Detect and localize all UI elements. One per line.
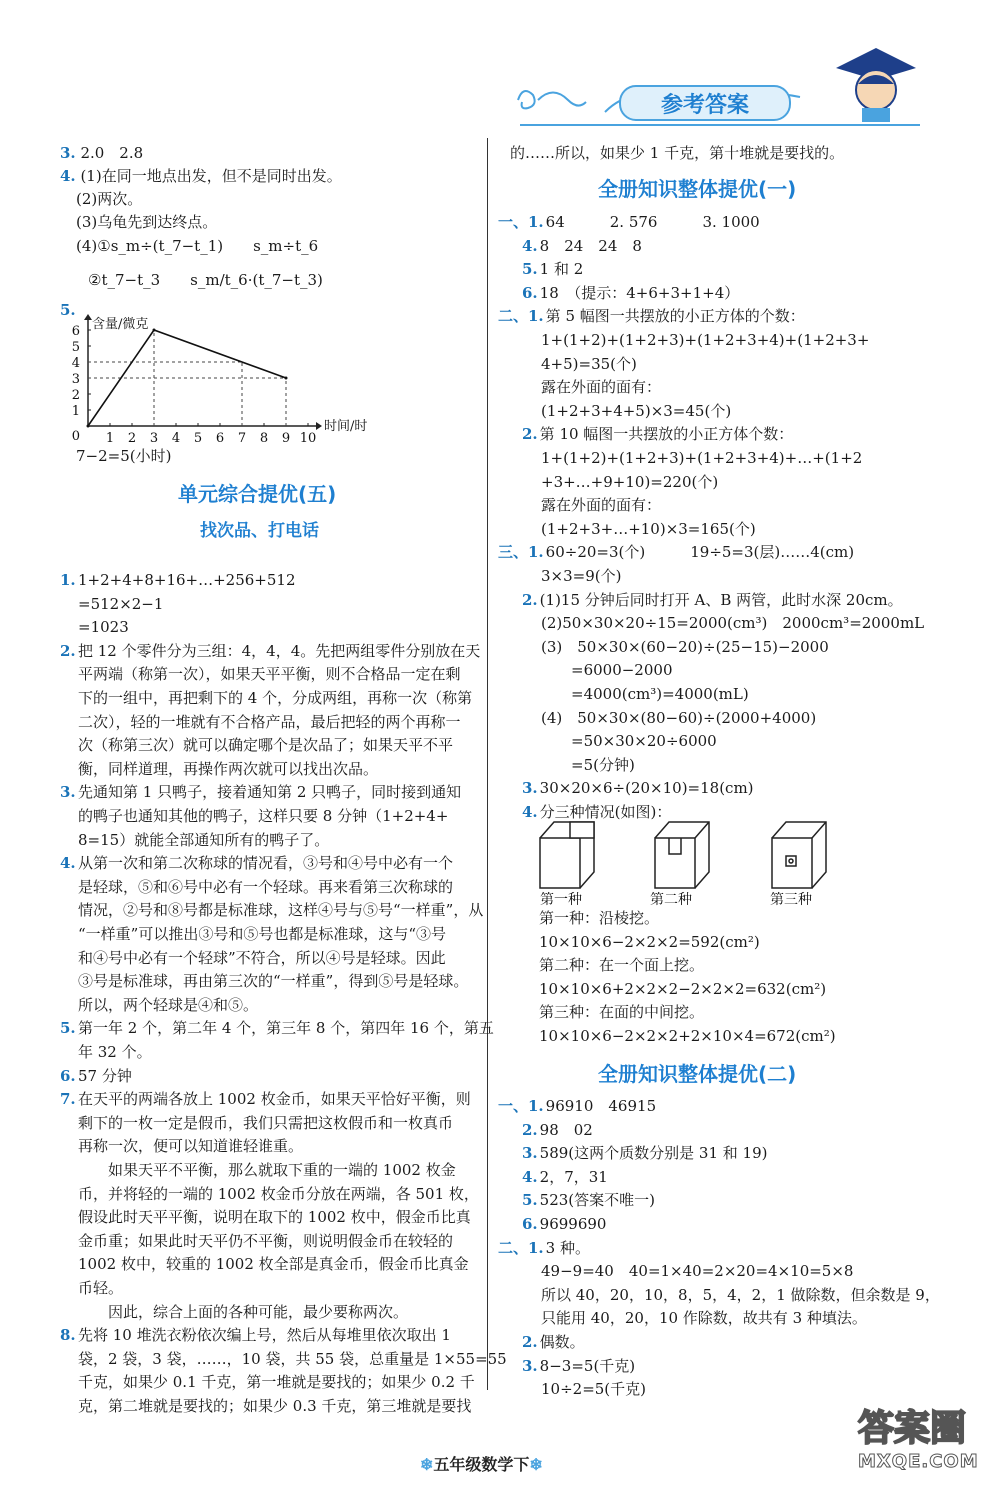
answer-line	[60, 1113, 453, 1133]
answer-text: =6000−2000	[541, 661, 673, 680]
cube-2	[655, 822, 709, 888]
y-tick-label: 4	[71, 356, 80, 371]
y-axis-label: 含量/微克	[92, 317, 149, 332]
answer-line	[60, 759, 378, 779]
answer-line	[522, 519, 756, 539]
answer-text: 57 分钟	[78, 1066, 132, 1085]
answer-line	[498, 306, 805, 326]
answer-number: 4.	[60, 854, 76, 873]
answer-4-2: (2)两次。	[76, 190, 143, 208]
answer-line	[60, 1136, 303, 1156]
answer-line	[522, 1120, 593, 1140]
answer-number: 一、1.	[498, 213, 544, 231]
answer-text: 币，并将轻的一端的 1002 枚金币分放在两端，各 501 枚，	[78, 1184, 479, 1203]
answer-number: 3.	[60, 783, 76, 802]
answer-line	[522, 236, 642, 256]
answer-line	[60, 1018, 494, 1038]
answer-line	[522, 1214, 606, 1234]
answer-text: 是轻球，⑤和⑥号中必有一个轻球。再来看第三次称球的	[78, 877, 454, 896]
answer-line	[522, 1332, 585, 1352]
answer-text: 2，7，31	[539, 1167, 608, 1186]
y-tick-label: 3	[71, 372, 80, 387]
answer-line	[522, 613, 924, 633]
column-divider	[487, 138, 488, 1390]
answer-text: 60÷20=3(个) 19÷5=3(层)……4(cm)	[545, 543, 855, 562]
answer-text: 先通知第 1 只鸭子，接着通知第 2 只鸭子，同时接到通知	[78, 783, 462, 802]
answer-text: 袋，2 袋，3 袋，……，10 袋，共 55 袋，总重量是 1×55=55	[78, 1349, 507, 1368]
y-tick-label: 2	[71, 388, 80, 403]
answer-text: 只能用 40，20，10 作除数，故共有 3 种填法。	[541, 1309, 867, 1328]
answer-line	[522, 1167, 608, 1187]
x-tick-label: 5	[193, 431, 203, 446]
answer-number: 7.	[60, 1090, 76, 1109]
answer-text: (2)50×30×20÷15=2000(cm³) 2000cm³=2000mL	[541, 614, 925, 633]
answer-text: 下的一组中，再把剩下的 4 个，分成两组，再称一次（称第	[78, 689, 473, 707]
section-title-a: 全册知识整体提优(一)	[598, 177, 797, 201]
answer-line	[60, 1066, 132, 1086]
answer-text: 偶数。	[539, 1333, 585, 1351]
answer-line	[522, 472, 718, 492]
answer-line	[522, 566, 621, 586]
y-tick-label: 0	[71, 429, 80, 444]
answer-number: 6.	[60, 1066, 76, 1085]
answer-line	[522, 495, 661, 515]
answer-4-4b: ②t_7−t_3 s_m/t_6·(t_7−t_3)	[88, 271, 323, 289]
series-point	[153, 329, 156, 332]
answer-text: =1023	[78, 618, 129, 637]
cube-figures	[530, 812, 840, 908]
answer-number: 6.	[522, 1215, 538, 1233]
answer-text: 第 10 幅图一共摆放的小正方体个数：	[539, 425, 794, 444]
answer-text: 96910 46915	[545, 1097, 657, 1115]
answer-text: 假设此时天平平衡，说明在取下的 1002 枚中，假金币比真	[78, 1208, 471, 1227]
answer-line	[60, 1396, 471, 1416]
answer-line	[60, 1278, 123, 1298]
answer-text: 情况，②号和⑧号都是标准球，这样④号与⑤号“一样重”，从	[78, 901, 484, 920]
answer-3: 3. 2.0 2.8	[60, 144, 144, 162]
answer-text: =50×30×20÷6000	[541, 732, 717, 751]
answer-number: 5.	[522, 260, 538, 279]
answer-text: 第 5 幅图一共摆放的小正方体的个数：	[545, 307, 805, 326]
answer-text: 9699690	[539, 1215, 607, 1233]
answer-number: 4.	[522, 803, 538, 821]
answer-number: 2.	[522, 1120, 538, 1139]
x-tick-label: 6	[215, 431, 225, 446]
answer-text: 二次），轻的一堆就有不合格产品，最后把轻的两个再称一	[78, 712, 461, 731]
answer-line: 10×10×6−2×2×2+2×10×4=672(cm²)	[539, 1027, 836, 1045]
answer-line	[60, 1184, 479, 1204]
answer-text: 第一年 2 个，第二年 4 个，第三年 8 个，第四年 16 个，第五	[78, 1019, 494, 1038]
series-point	[285, 377, 288, 380]
answer-line	[522, 1308, 867, 1328]
answer-text: 18 （提示：4+6+3+1+4）	[539, 283, 740, 302]
y-tick-label: 6	[71, 324, 80, 339]
answer-line	[522, 1143, 768, 1163]
answer-line	[60, 900, 483, 920]
answer-line	[522, 778, 754, 798]
answer-text: 30×20×6÷(20×10)=18(cm)	[539, 779, 754, 798]
answer-text: =5(分钟)	[541, 755, 635, 774]
header-rule	[520, 124, 920, 126]
answer-text: 1+(1+2)+(1+2+3)+(1+2+3+4)+…+(1+2	[541, 449, 863, 467]
answer-text: 因此，综合上面的各种可能，最少要称两次。	[78, 1302, 409, 1321]
y-tick-label: 5	[71, 340, 80, 355]
answer-text: 98 02	[539, 1120, 593, 1139]
x-tick-label: 2	[127, 431, 137, 446]
answer-text: 1+2+4+8+16+…+256+512	[78, 571, 296, 589]
answer-line	[60, 641, 480, 661]
answer-number: 二、1.	[498, 1238, 544, 1257]
answer-text: (3) 50×30×(60−20)÷(25−15)−2000	[541, 637, 829, 656]
snowflake-icon: ❄	[529, 1455, 543, 1474]
answer-line	[498, 1096, 656, 1116]
answer-text: 49−9=40 40=1×40=2×20=4×10=5×8	[541, 1262, 854, 1281]
answer-line	[522, 1190, 655, 1210]
answer-line	[60, 594, 163, 614]
answer-line	[522, 259, 583, 279]
answer-text: “一样重”可以推出③号和⑤号也都是标准球，这与“③号	[78, 925, 447, 943]
swirl-ornament-icon	[508, 80, 588, 120]
answer-text: 币轻。	[78, 1279, 124, 1297]
answer-text: 64 2. 576 3. 1000	[545, 213, 760, 231]
answer-line	[60, 995, 258, 1015]
answer-line: 第二种：在一个面上挖。	[539, 956, 705, 975]
answer-number: 三、1.	[498, 543, 544, 562]
answer-text: 和④号中必有一个轻球”不符合，所以④号是轻球。因此	[78, 948, 446, 967]
answer-line: 第一种：沿棱挖。	[539, 909, 660, 927]
answer-line	[60, 924, 446, 944]
answer-text: 1+(1+2)+(1+2+3)+(1+2+3+4)+(1+2+3+	[541, 331, 870, 349]
answer-number: 一、1.	[498, 1097, 544, 1115]
header-banner	[600, 82, 810, 124]
answer-line	[60, 830, 329, 850]
answer-text: 所以 40，20，10，8，5，4，2，1 做除数，但余数是 9，	[541, 1285, 940, 1304]
answer-number: 8.	[60, 1326, 76, 1345]
answer-4-4a: (4)①s_m÷(t_7−t_1) s_m÷t_6	[76, 237, 319, 255]
answer-line	[60, 877, 453, 897]
answer-text: 3 种。	[545, 1238, 590, 1257]
section-subtitle-5: 找次品、打电话	[200, 521, 319, 541]
cube-label-1: 第一种	[540, 892, 582, 908]
answer-line	[60, 1089, 471, 1109]
cube-label-3: 第三种	[770, 892, 812, 908]
answer-line	[60, 735, 453, 755]
answer-text: 从第一次和第二次称球的情况看，③号和④号中必有一个	[78, 854, 454, 873]
answer-line	[498, 212, 760, 232]
answer-line	[522, 590, 903, 610]
answer-line	[60, 664, 461, 684]
answer-line	[60, 971, 468, 991]
answer-text: 先将 10 堆洗衣粉依次编上号，然后从每堆里依次取出 1	[78, 1326, 451, 1345]
answer-line	[60, 570, 296, 590]
answer-number: 2.	[522, 590, 538, 609]
answer-line	[498, 1238, 590, 1258]
series-point	[87, 425, 90, 428]
answer-line	[60, 1325, 451, 1345]
x-tick-label: 8	[259, 431, 269, 446]
answer-line	[522, 708, 816, 728]
answer-text: 衡，同样道理，再操作两次就可以找出次品。	[78, 759, 379, 778]
answer-line	[522, 660, 673, 680]
answer-line	[60, 1254, 469, 1274]
x-axis-label: 时间/时	[324, 419, 368, 434]
answer-number: 5.	[60, 1019, 76, 1038]
answer-line	[60, 1349, 507, 1369]
answer-number: 6.	[522, 283, 538, 302]
answer-line	[60, 806, 448, 826]
answer-text: 再称一次，便可以知道谁轻谁重。	[78, 1137, 304, 1156]
y-tick-label: 1	[71, 404, 80, 419]
answer-line	[60, 688, 472, 708]
answer-text: 523(答案不唯一)	[539, 1191, 656, 1210]
answer-line	[522, 401, 731, 421]
answer-number: 4.	[522, 1167, 538, 1186]
answer-line	[60, 782, 461, 802]
answer-text: (1+2+3+…+10)×3=165(个)	[541, 519, 756, 538]
cube-3	[772, 822, 826, 888]
answer-number: 二、1.	[498, 307, 544, 326]
answer-line	[522, 731, 717, 751]
answer-text: 1 和 2	[539, 260, 584, 279]
answer-text: 在天平的两端各放上 1002 枚金币，如果天平恰好平衡，则	[78, 1090, 471, 1109]
answer-number: 2.	[60, 641, 76, 660]
answer-text: (4) 50×30×(80−60)÷(2000+4000)	[541, 708, 817, 727]
answer-line	[522, 637, 829, 657]
answer-text: =4000(cm³)=4000(mL)	[541, 685, 749, 703]
answer-number: 2.	[522, 1333, 538, 1351]
answer-line	[60, 1372, 475, 1392]
answer-text: 克，第二堆就是要找的；如果少 0.3 千克，第三堆就是要找	[78, 1397, 472, 1415]
answer-line	[522, 448, 862, 468]
answer-number: 4.	[522, 236, 538, 255]
answer-line	[522, 1356, 635, 1376]
answer-text: 10÷2=5(千克)	[541, 1380, 647, 1399]
answer-text: 8 24 24 8	[539, 236, 642, 255]
answer-text: 8−3=5(千克)	[539, 1356, 636, 1375]
x-tick-label: 10	[299, 431, 317, 446]
x-tick-label: 1	[105, 431, 115, 446]
answer-line	[60, 712, 461, 732]
answer-text: 分三种情况(如图)：	[539, 803, 672, 821]
cube-label-2: 第二种	[650, 892, 692, 908]
answer-number: 3.	[522, 1356, 538, 1375]
cube-1	[540, 822, 594, 888]
answer-text: ③号是标准球，再由第三次的“一样重”，得到⑤号是轻球。	[78, 972, 469, 991]
answer-text: 的鸭子也通知其他的鸭子，这样只要 8 分钟（1+2+4+	[78, 807, 449, 825]
answer-line	[60, 1207, 471, 1227]
answer-text: 千克，如果少 0.1 千克，第一堆就是要找的；如果少 0.2 千	[78, 1373, 475, 1392]
answer-text: 把 12 个零件分为三组：4，4，4。先把两组零件分别放在天	[78, 641, 481, 660]
answer-text: (1)15 分钟后同时打开 A、B 两管，此时水深 20cm。	[539, 590, 903, 609]
answer-number: 5.	[522, 1191, 538, 1210]
answer-text: 露在外面的面有：	[541, 378, 662, 397]
snowflake-icon: ❄	[420, 1455, 434, 1474]
section-title-5: 单元综合提优(五)	[178, 482, 337, 506]
answer-line	[522, 1379, 646, 1399]
answer-text: 3×3=9(个)	[541, 567, 622, 585]
chart-caption: 7−2=5(小时)	[76, 447, 172, 465]
answer-line	[498, 542, 854, 562]
answer-line: 第三种：在面的中间挖。	[539, 1003, 705, 1022]
answer-line	[522, 377, 661, 397]
answer-number: 3.	[522, 779, 538, 798]
footer-label: ❄五年级数学下❄	[420, 1455, 543, 1474]
answer-number: 1.	[60, 571, 76, 589]
watermark-logo: 答案圈 MXQE.COM	[858, 1408, 979, 1472]
answer-line	[60, 853, 453, 873]
answer-line	[60, 617, 129, 637]
y-axis-arrow	[84, 314, 92, 320]
answer-number: 3.	[522, 1144, 538, 1163]
answer-line	[522, 424, 793, 444]
answer-5-num: 5.	[60, 301, 76, 319]
x-tick-label: 3	[149, 431, 159, 446]
answer-line	[522, 1261, 853, 1281]
answer-line	[522, 283, 739, 303]
answer-line: 10×10×6+2×2×2−2×2×2=632(cm²)	[539, 979, 827, 998]
x-tick-label: 4	[171, 431, 181, 446]
answer-text: 年 32 个。	[78, 1043, 152, 1061]
answer-line	[522, 755, 635, 775]
answer-4-3: (3)乌龟先到达终点。	[76, 213, 218, 231]
answer-text: 如果天平不平衡，那么就取下重的一端的 1002 枚金	[78, 1161, 456, 1179]
answer-text: 平两端（称第一次），如果天平平衡，则不合格品一定在剩	[78, 665, 461, 684]
answer-line	[60, 948, 446, 968]
right-continuation: 的……所以，如果少 1 千克，第十堆就是要找的。	[510, 144, 845, 162]
answer-line: 10×10×6−2×2×2=592(cm²)	[539, 932, 760, 951]
answer-text: 露在外面的面有：	[541, 496, 662, 515]
answer-line	[60, 1302, 408, 1322]
answer-text: 1002 枚中，较重的 1002 枚全部是真金币，假金币比真金	[78, 1255, 469, 1274]
answer-line	[60, 1042, 152, 1062]
answer-text: 4+5)=35(个)	[541, 354, 637, 373]
answer-line	[522, 330, 869, 350]
answer-text: 8=15）就能全部通知所有的鸭子了。	[78, 830, 330, 849]
answer-text: 剩下的一枚一定是假币，我们只需把这枚假币和一枚真币	[78, 1113, 454, 1132]
banner-title: 参考答案	[660, 93, 750, 118]
answer-text: 所以，两个轻球是④和⑤。	[78, 995, 259, 1014]
answer-text: (1+2+3+4+5)×3=45(个)	[541, 401, 732, 420]
answer-text: =512×2−1	[78, 594, 164, 613]
answer-number: 2.	[522, 425, 538, 444]
answer-text: +3+…+9+10)=220(个)	[541, 472, 719, 491]
answer-4: 4. (1)在同一地点出发，但不是同时出发。	[60, 167, 342, 185]
mascot-icon	[826, 38, 926, 124]
answer-line	[522, 1285, 940, 1305]
answer-text: 589(这两个质数分别是 31 和 19)	[539, 1144, 768, 1163]
x-tick-label: 9	[281, 431, 291, 446]
answer-text: 次（称第三次）就可以确定哪个是次品了；如果天平不平	[78, 736, 454, 755]
answer-text: 金币重；如果此时天平仍不平衡，则说明假金币在较轻的	[78, 1231, 454, 1250]
section-title-b: 全册知识整体提优(二)	[598, 1062, 797, 1086]
content-chart	[64, 298, 384, 468]
answer-line	[60, 1231, 453, 1251]
answer-line	[60, 1160, 456, 1180]
x-tick-label: 7	[237, 431, 247, 446]
x-axis-arrow	[316, 422, 322, 430]
answer-line	[522, 354, 637, 374]
answer-line	[522, 684, 749, 704]
